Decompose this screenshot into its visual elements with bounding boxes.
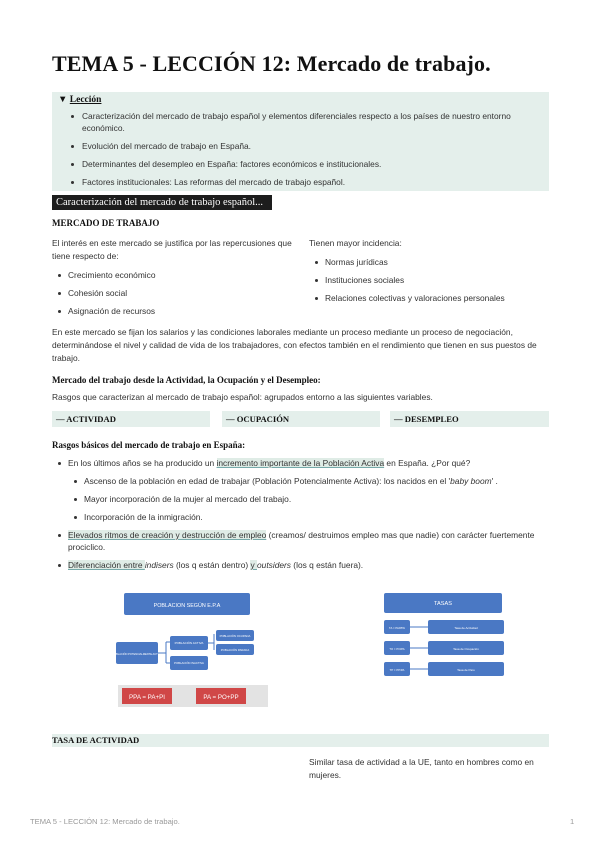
lesson-list bbox=[70, 110, 530, 194]
list-item bbox=[52, 457, 549, 469]
list-item: Instituciones sociales bbox=[309, 274, 549, 286]
mercado-right-intro: Tienen mayor incidencia: bbox=[309, 238, 402, 248]
list-item: Caracterización del mercado de trabajo español y elementos diferenciales respecto a los países de nuestro entorno económico. bbox=[70, 110, 530, 134]
rasgos-heading: Rasgos básicos del mercado de trabajo en España: bbox=[52, 440, 246, 450]
actividad-intro: Rasgos que caracterizan al mercado de trabajo español: agrupados entorno a las siguientes variables. bbox=[52, 392, 433, 402]
rasgo-text: (los q están dentro) bbox=[173, 560, 251, 570]
mercado-left-intro: El interés en este mercado se justifica por las repercusiones que tiene respecto de: bbox=[52, 238, 292, 261]
list-item: Crecimiento económico bbox=[52, 269, 292, 281]
tag-ocupacion: — OCUPACIÓN bbox=[222, 411, 380, 427]
formula-pa: PA = PO+PP bbox=[203, 694, 239, 701]
rasgo-text: (creamos/ destruimos empleo mas que nadie) con carácter fuertemente prociclico. bbox=[68, 530, 535, 552]
actividad-heading: Mercado del trabajo desde la Actividad, la Ocupación y el Desempleo: bbox=[52, 375, 321, 385]
tag-actividad: — ACTIVIDAD bbox=[52, 411, 210, 427]
rasgo-text: ' . bbox=[491, 476, 498, 486]
tasas-label: TASAS bbox=[434, 601, 452, 607]
list-item: Normas jurídicas bbox=[309, 256, 549, 268]
rasgo-text: en España. ¿Por qué? bbox=[384, 458, 471, 468]
rasgo-highlight: Diferenciación entre bbox=[68, 560, 145, 570]
rasgo-emphasis: indisers bbox=[144, 560, 174, 570]
tasa-heading: TASA DE ACTIVIDAD bbox=[52, 734, 549, 747]
rasgo-emphasis: baby boom bbox=[450, 476, 492, 486]
list-item: Determinantes del desempleo en España: factores económicos e institucionales. bbox=[70, 158, 530, 170]
list-item: Evolución del mercado de trabajo en España. bbox=[70, 140, 530, 152]
diagram-label: POBLACIÓN PARADA bbox=[220, 648, 250, 652]
lesson-toggle[interactable] bbox=[52, 92, 549, 191]
toggle-header[interactable] bbox=[58, 95, 101, 105]
tasas-formula: TO = PO/PA bbox=[389, 647, 405, 651]
mercado-left-list bbox=[52, 269, 292, 317]
footer-title: TEMA 5 - LECCIÓN 12: Mercado de trabajo. bbox=[30, 817, 180, 826]
list-item: Relaciones colectivas y valoraciones personales bbox=[309, 292, 549, 304]
tasas-row: Tasa de Paro bbox=[457, 668, 475, 672]
diagram-label: POBLACIÓN ACTIVA bbox=[174, 641, 204, 645]
poblacion-diagram bbox=[108, 590, 278, 712]
mercado-right-list bbox=[309, 256, 549, 304]
rasgo-text: En los últimos años se ha producido un bbox=[68, 458, 217, 468]
diagram-label: POBLACIÓN POTENCIALMENTE ACTIVA bbox=[112, 653, 162, 656]
rasgos-sublist bbox=[68, 475, 538, 523]
section-heading: Caracterización del mercado de trabajo español... bbox=[52, 195, 272, 210]
tasas-row: Tasa de Ocupación bbox=[453, 647, 479, 651]
list-item bbox=[52, 529, 549, 553]
list-item: Cohesión social bbox=[52, 287, 292, 299]
rasgo-text: (los q están fuera). bbox=[290, 560, 364, 570]
list-item bbox=[52, 559, 549, 571]
tasas-row: Tasa de Actividad bbox=[454, 626, 478, 630]
page-number: 1 bbox=[570, 817, 575, 826]
formula-ppa: PPA = PA+PI bbox=[129, 694, 165, 701]
list-item: Asignación de recursos bbox=[52, 305, 292, 317]
mercado-paragraph: En este mercado se fijan los salarios y las condiciones laborales mediante un proceso mediante un proceso de negociación, determinándose el nivel y calidad de vida de los trabajadores, con efectos también en el rendimiento que tienen en sus puestos de trabajo. bbox=[52, 327, 537, 363]
list-item: Incorporación de la inmigración. bbox=[68, 511, 538, 523]
diagram-label: POBLACIÓN INACTIVA bbox=[174, 661, 204, 665]
list-item: Mayor incorporación de la mujer al mercado del trabajo. bbox=[68, 493, 538, 505]
tag-desempleo: — DESEMPLEO bbox=[390, 411, 549, 427]
rasgo-highlight: incremento importante de la Población Activa bbox=[216, 458, 385, 468]
toggle-label: Lección bbox=[69, 95, 102, 105]
mercado-heading: MERCADO DE TRABAJO bbox=[52, 218, 160, 228]
diagram-label: POBLACIÓN OCUPADA bbox=[219, 634, 251, 638]
rasgo-text: Ascenso de la población en edad de trabajar (Población Potencialmente Activa): los nacidos en el ' bbox=[84, 476, 451, 486]
list-item bbox=[68, 475, 538, 487]
tasas-formula: TA = PA/PPA bbox=[388, 626, 406, 630]
rasgo-emphasis: outsiders bbox=[257, 560, 291, 570]
triangle-down-icon: ▼ bbox=[58, 95, 68, 105]
tasa-text: Similar tasa de actividad a la UE, tanto en hombres como en mujeres. bbox=[309, 757, 534, 780]
diagram-label: POBLACION SEGÚN E.P.A bbox=[153, 603, 221, 609]
list-item: Factores institucionales: Las reformas del mercado de trabajo español. bbox=[70, 176, 530, 188]
rasgo-highlight: y bbox=[250, 560, 257, 570]
rasgos-list bbox=[52, 457, 549, 475]
rasgo-highlight: Elevados ritmos de creación y destrucción de empleo bbox=[68, 530, 267, 540]
rasgos-list-2 bbox=[52, 529, 549, 571]
tasas-formula: TP = PP/PA bbox=[389, 668, 405, 672]
tasas-diagram bbox=[380, 590, 510, 690]
page-title: TEMA 5 - LECCIÓN 12: Mercado de trabajo. bbox=[52, 51, 491, 76]
